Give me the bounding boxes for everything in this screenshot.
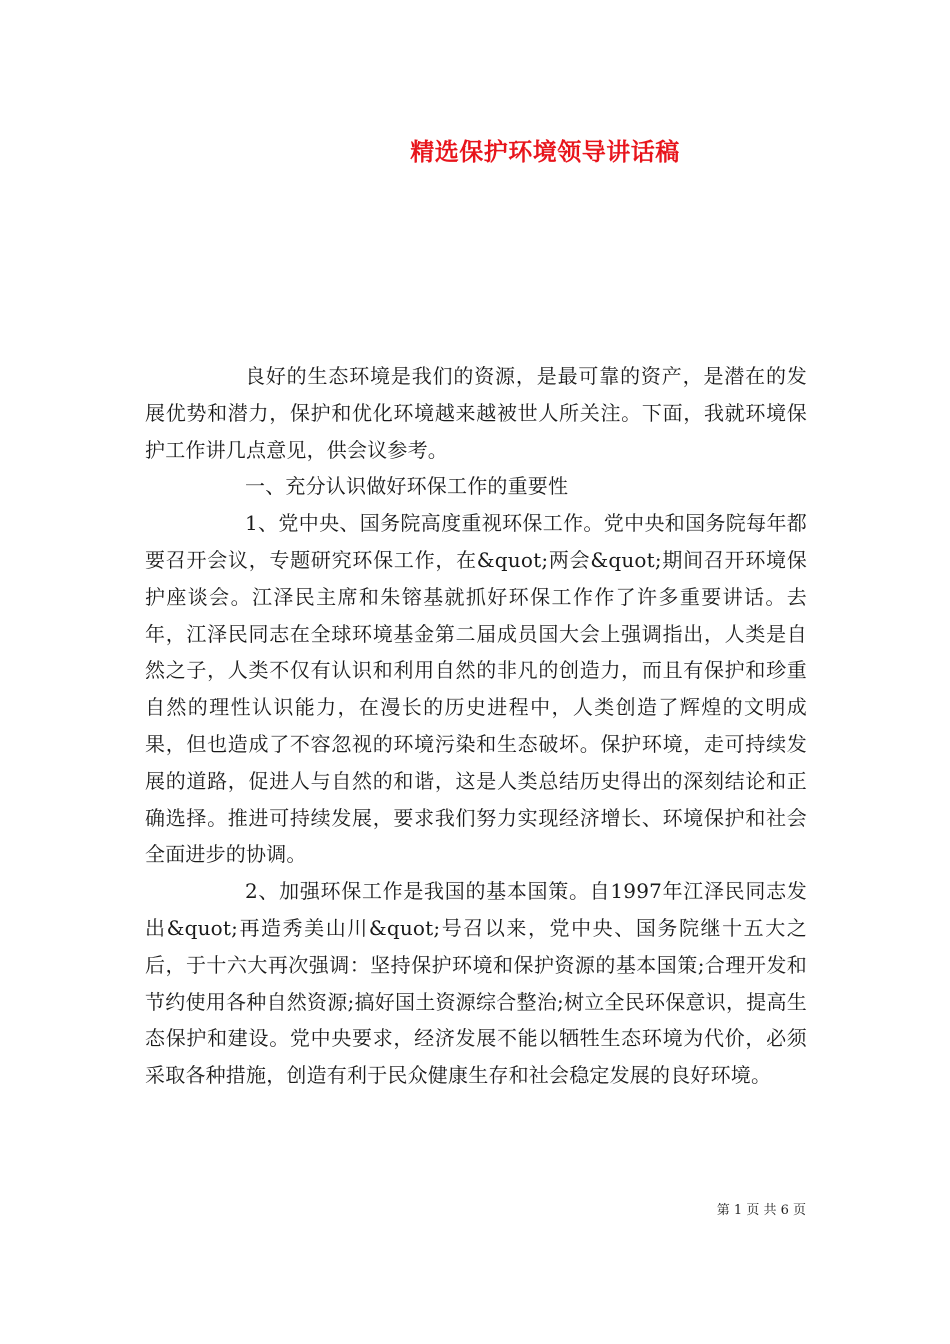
paragraph-point-2: 2、加强环保工作是我国的基本国策。自1997年江泽民同志发出&quot;再造秀美山川&quot;号召以来，党中央、国务院继十五大之后，于十六大再次强调：坚持保护环境和保护资源的基本国策;合理开发和节约使用各种自然资源;搞好国土资源综合整治;树立全民环保意识，提高生态保护和建设。党中央要求，经济发展不能以牺牲生态环境为代价，必须采取各种措施，创造有利于民众健康生存和社会稳定发展的良好环境。 bbox=[145, 879, 807, 1088]
paragraph-point-1: 1、党中央、国务院高度重视环保工作。党中央和国务院每年都要召开会议，专题研究环保工作，在&quot;两会&quot;期间召开环境保护座谈会。江泽民主席和朱镕基就抓好环保工作作了许多重要讲话。去年，江泽民同志在全球环境基金第二届成员国大会上强调指出，人类是自然之子，人类不仅有认识和利用自然的非凡的创造力，而且有保护和珍重自然的理性认识能力，在漫长的历史进程中，人类创造了辉煌的文明成果，但也造成了不容忽视的环境污染和生态破坏。保护环境，走可持续发展的道路，促进人与自然的和谐，这是人类总结历史得出的深刻结论和正确选择。推进可持续发展，要求我们努力实现经济增长、环境保护和社会全面进步的协调。 bbox=[145, 511, 807, 867]
section-heading-1: 一、充分认识做好环保工作的重要性 bbox=[245, 474, 569, 499]
paragraph-intro: 良好的生态环境是我们的资源，是最可靠的资产，是潜在的发展优势和潜力，保护和优化环境越来越被世人所关注。下面，我就环境保护工作讲几点意见，供会议参考。 bbox=[145, 364, 807, 462]
document-body bbox=[145, 358, 807, 1094]
document-title: 精选保护环境领导讲话稿 bbox=[410, 137, 680, 166]
page-number-footer: 第 1 页 共 6 页 bbox=[716, 1203, 806, 1218]
